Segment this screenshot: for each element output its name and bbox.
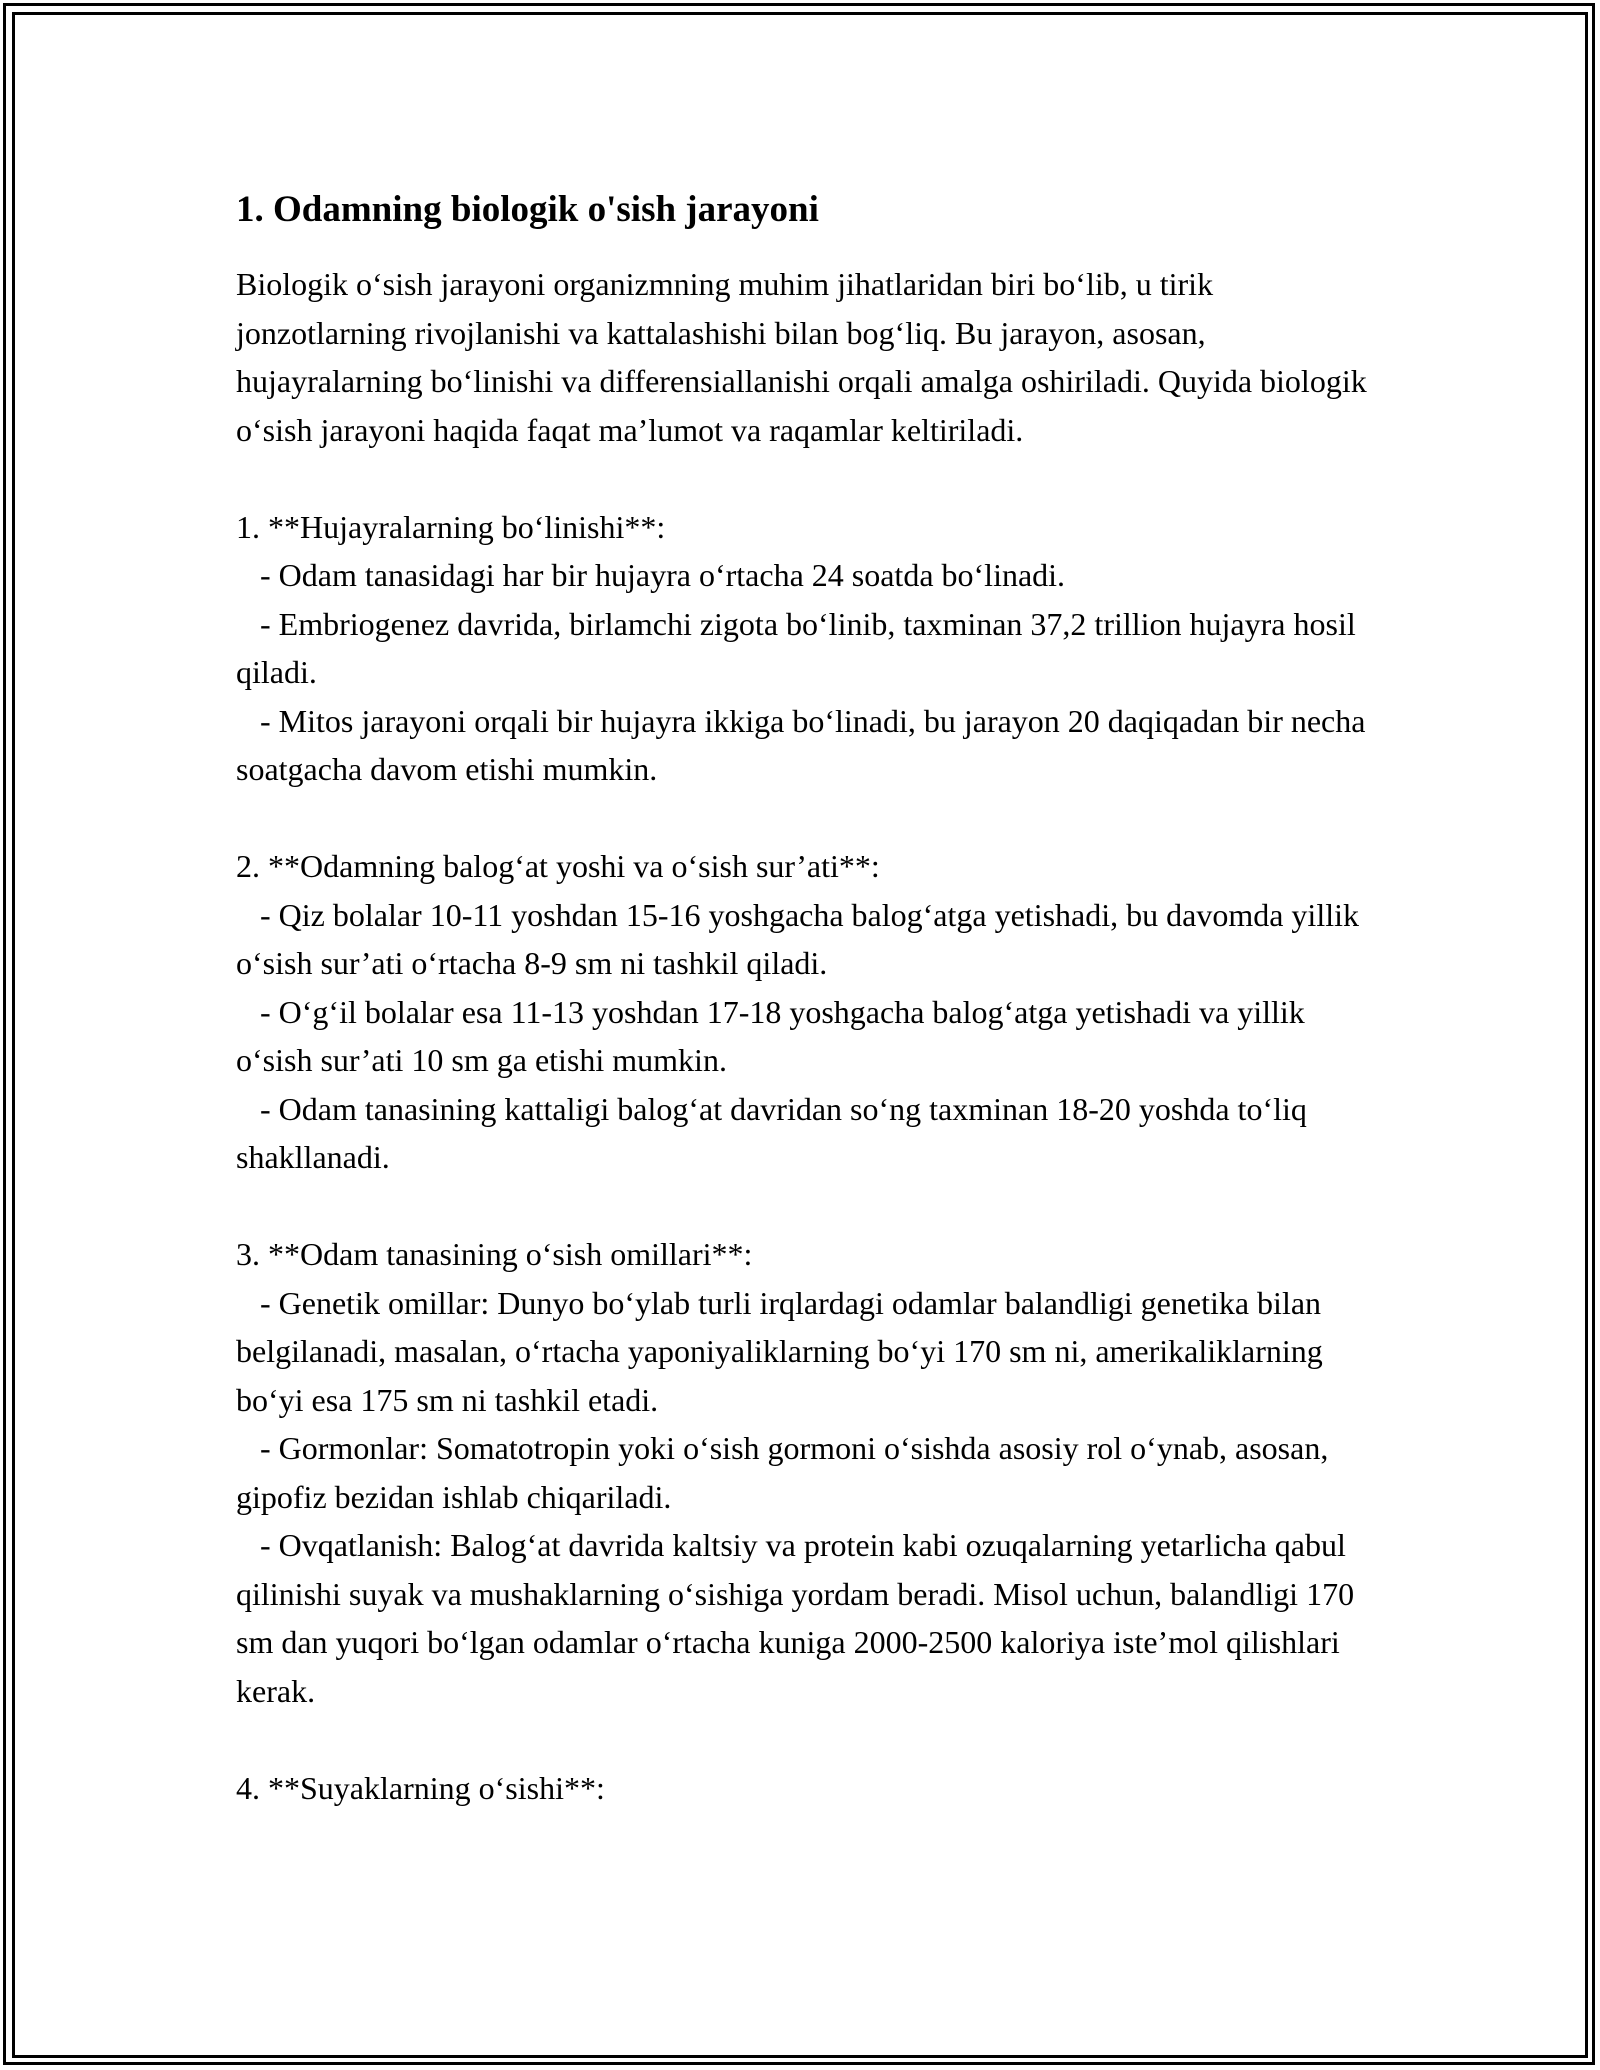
spacer [236, 1715, 1386, 1764]
list-item: - Genetik omillar: Dunyo bo‘ylab turli irqlardagi odamlar balandligi genetika bilan belgilanadi, masalan, o‘rtacha yaponiyaliklarning bo‘yi 170 sm ni, amerikaliklarning bo‘yi esa 175 sm ni tashkil etadi. [236, 1284, 1331, 1418]
list-item: - Ovqatlanish: Balog‘at davrida kaltsiy va protein kabi ozuqalarning yetarlicha qabul qilinishi suyak va mushaklarning o‘sishiga yordam beradi. Misol uchun, balandligi 170 sm dan yuqori bo‘lgan odamlar o‘rtacha kuniga 2000-2500 kaloriya iste’mol qilishlari kerak. [236, 1527, 1363, 1709]
section-heading: 1. **Hujayralarning bo‘linishi**: [236, 508, 666, 545]
intro-paragraph: Biologik o‘sish jarayoni organizmning muhim jihatlaridan biri bo‘lib, u tirik jonzotlarning rivojlanishi va kattalashishi bilan bog‘liq. Bu jarayon, asosan, hujayralarning bo‘linishi va differensiallanishi orqali amalga oshiriladi. Quyida biologik o‘sish jarayoni haqida faqat ma’lumot va raqamlar keltiriladi. [236, 266, 1375, 448]
list-item: - Odam tanasidagi har bir hujayra o‘rtacha 24 soatda bo‘linadi. [236, 557, 1066, 593]
list-item: - Mitos jarayoni orqali bir hujayra ikkiga bo‘linadi, bu jarayon 20 daqiqadan bir necha soatgacha davom etishi mumkin. [236, 702, 1374, 787]
list-item: - Embriogenez davrida, birlamchi zigota bo‘linib, taxminan 37,2 trillion hujayra hosil qiladi. [236, 605, 1364, 690]
spacer [236, 454, 1386, 503]
section-heading: 2. **Odamning balog‘at yoshi va o‘sish sur’ati**: [236, 848, 880, 884]
spacer [236, 794, 1386, 843]
section-heading: 3. **Odam tanasining o‘sish omillari**: [236, 1236, 753, 1272]
list-item: - O‘g‘il bolalar esa 11-13 yoshdan 17-18 yoshgacha balog‘atga yetishadi va yillik o‘sish sur’ati 10 sm ga etishi mumkin. [236, 993, 1313, 1078]
spacer [236, 1182, 1386, 1231]
list-item: - Gormonlar: Somatotropin yoki o‘sish gormoni o‘sishda asosiy rol o‘ynab, asosan, gipofiz bezidan ishlab chiqariladi. [236, 1430, 1337, 1515]
list-item: - Odam tanasining kattaligi balog‘at davridan so‘ng taxminan 18-20 yoshda to‘liq shakllanadi. [236, 1090, 1315, 1175]
section-heading: 4. **Suyaklarning o‘sishi**: [236, 1769, 605, 1806]
document-body [236, 186, 1386, 1812]
document-title: 1. Odamning biologik o'sish jarayoni [236, 189, 819, 230]
list-item: - Qiz bolalar 10-11 yoshdan 15-16 yoshgacha balog‘atga yetishadi, bu davomda yillik o‘sish sur’ati o‘rtacha 8-9 sm ni tashkil qiladi. [236, 896, 1367, 981]
